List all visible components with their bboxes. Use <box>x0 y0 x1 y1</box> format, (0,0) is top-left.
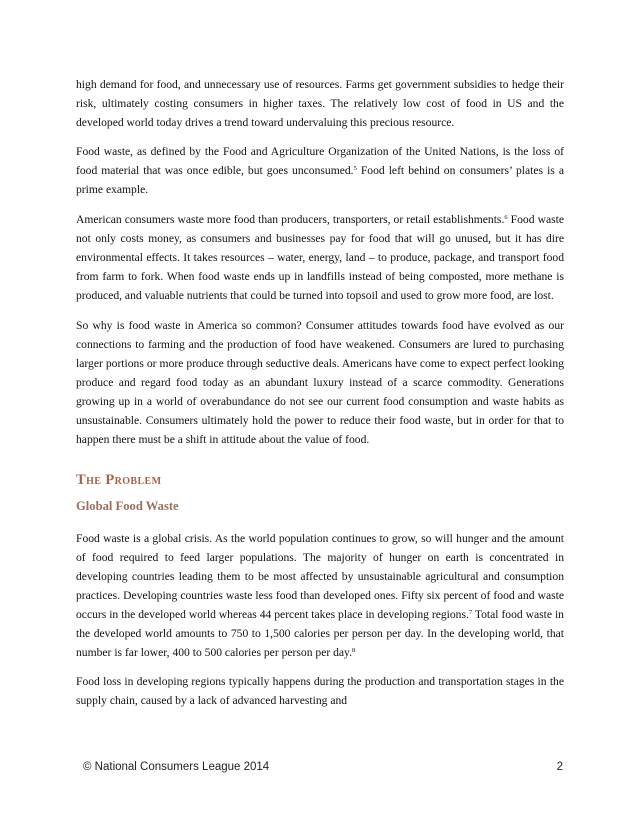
paragraph-text: Food waste, as defined by the Food and Agriculture Organization of the United Nations, is the loss of food material that was once edible, but goes unconsumed. <box>76 145 564 177</box>
paragraph-text: Food left behind on consumers’ plates is a prime example. <box>76 164 564 196</box>
page-body <box>76 75 564 721</box>
footnote-ref-5[interactable]: 5 <box>353 165 357 172</box>
section-paragraph-2: Food loss in developing regions typically happens during the production and transportation stages in the supply chain, caused by a lack of advanced harvesting and <box>76 675 564 707</box>
paragraph-text: American consumers waste more food than producers, transporters, or retail establishments. <box>76 213 505 226</box>
section-paragraph-1 <box>76 529 564 662</box>
intro-paragraph-1: high demand for food, and unnecessary use of resources. Farms get government subsidies to hedge their risk, ultimately costing consumers in higher taxes. The relatively low cost of food in US and the developed world today drives a trend toward undervaluing this precious resource. <box>76 78 564 129</box>
footnote-ref-7[interactable]: 7 <box>468 609 473 616</box>
copyright-notice: © National Consumers League 2014 <box>83 761 270 773</box>
intro-paragraph-4: So why is food waste in America so common? Consumer attitudes towards food have evolved as our connections to farming and the production of food have weakened. Consumers are lured to purchasing larger portions or more produce through seductive deals. Americans have come to expect perfect looking produce and regard food today as an abundant luxury instead of a scarce commodity. Generations growing up in a world of overabundance do not see our current food consumption and waste habits as unsustainable. Consumers ultimately hold the power to reduce their food waste, but in order for that to happen there must be a shift in attitude about the value of food. <box>76 319 564 446</box>
paragraph-text: Food waste not only costs money, as consumers and businesses pay for food that will go unused, but it has dire environmental effects. It takes resources – water, energy, land – to produce, package, and transport food from farm to fork. When food waste ends up in landfills instead of being composted, more methane is produced, and valuable nutrients that could be turned into topsoil and used to grow more food, are lost. <box>76 213 564 302</box>
page-number: 2 <box>556 761 563 773</box>
section-heading: The Problem <box>76 472 162 488</box>
paragraph-text: Total food waste in the developed world amounts to 750 to 1,500 calories per person per day. In the developing world, that number is far lower, 400 to 500 calories per person per day. <box>76 608 564 659</box>
intro-paragraph-3 <box>76 210 564 305</box>
subsection-heading: Global Food Waste <box>76 499 179 513</box>
footnote-ref-6[interactable]: 6 <box>504 214 508 221</box>
footnote-ref-8[interactable]: 8 <box>351 647 356 654</box>
intro-paragraph-2 <box>76 142 564 199</box>
paragraph-text: Food waste is a global crisis. As the world population continues to grow, so will hunger and the amount of food required to feed larger populations. The majority of hunger on earth is concentrated in developing countries leading them to be most affected by unsustainable agricultural and consumption practices. Developing countries waste less food than developed ones. Fifty six percent of food and waste occurs in the developed world whereas 44 percent takes place in developing regions. <box>76 532 564 621</box>
